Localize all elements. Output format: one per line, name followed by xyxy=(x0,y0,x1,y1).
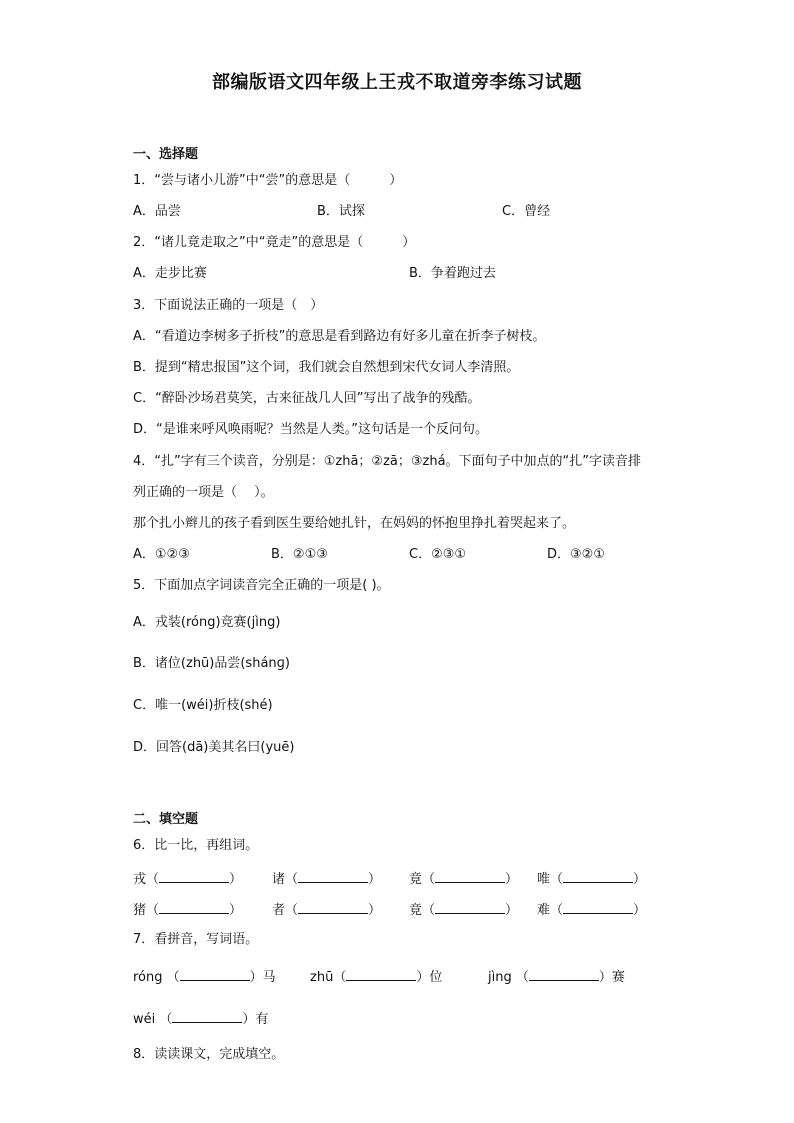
char-label: 难（ xyxy=(537,903,564,918)
question-3-option-b: B．提到“精忠报国”这个词，我们就会自然想到宋代女词人李清照。 xyxy=(133,360,520,375)
close-paren: ） xyxy=(633,872,647,887)
pinyin-item xyxy=(133,967,276,987)
close-paren: ） xyxy=(505,872,519,887)
close-paren: ） xyxy=(229,903,243,918)
question-5-stem: 5．下面加点字词读音完全正确的一项是( )。 xyxy=(133,578,390,593)
question-2-stem: 2．“诸儿竟走取之”中“竟走”的意思是（ ） xyxy=(133,235,416,250)
close-paren: ） xyxy=(368,903,382,918)
question-5-option-a: A．戎装(róng)竞赛(jìng) xyxy=(133,615,281,630)
pinyin-item xyxy=(133,1009,268,1029)
answer-blank[interactable] xyxy=(529,967,599,981)
pinyin-label: wéi xyxy=(133,1012,156,1027)
pinyin-label: róng xyxy=(133,970,163,985)
word-group-item xyxy=(537,900,646,920)
pinyin-item xyxy=(488,967,625,987)
answer-blank[interactable] xyxy=(435,900,505,914)
section-heading-choice: 一、选择题 xyxy=(133,147,199,162)
answer-blank[interactable] xyxy=(159,869,229,883)
word-group-item xyxy=(409,869,518,889)
question-8-stem: 8．读读课文，完成填空。 xyxy=(133,1047,285,1062)
answer-blank[interactable] xyxy=(435,869,505,883)
question-3-option-a: A．“看道边李树多子折枝”的意思是看到路边有好多儿童在折李子树枝。 xyxy=(133,329,546,344)
question-1-option-c: C．曾经 xyxy=(502,204,551,219)
word-group-item xyxy=(272,900,381,920)
char-label: 唯（ xyxy=(537,872,564,887)
question-3-option-d: D．“是谁来呼风唤雨呢？当然是人类。”这句话是一个反问句。 xyxy=(133,422,488,437)
question-2-option-a: A．走步比赛 xyxy=(133,266,207,281)
question-1-stem: 1．“尝与诸小儿游”中“尝”的意思是（ ） xyxy=(133,173,403,188)
char-label: 诸（ xyxy=(272,872,299,887)
page-title: 部编版语文四年级上王戎不取道旁李练习试题 xyxy=(212,72,582,93)
question-5-option-d: D．回答(dā)美其名曰(yuē) xyxy=(133,740,295,755)
question-4-option-a: A．①②③ xyxy=(133,547,190,562)
question-4-option-c: C．②③① xyxy=(409,547,467,562)
question-4-stem-line-1: 4．“扎”字有三个读音，分别是：①zhā；②zā；③zhá。下面句子中加点的“扎”字读音排 xyxy=(133,454,642,469)
char-label: 竟（ xyxy=(409,872,436,887)
answer-blank[interactable] xyxy=(346,967,416,981)
open-paren: （ xyxy=(166,970,180,985)
question-5-option-b: B．诸位(zhū)品尝(shánɡ) xyxy=(133,656,290,671)
open-paren: （ xyxy=(159,1012,173,1027)
question-4-stem-line-2: 列正确的一项是（ ）。 xyxy=(133,485,274,500)
question-1-option-b: B．试探 xyxy=(317,204,365,219)
open-paren: （ xyxy=(333,970,347,985)
close-paren: ） xyxy=(368,872,382,887)
word-group-item xyxy=(133,869,242,889)
close-paren: ） xyxy=(505,903,519,918)
char-label: 猪（ xyxy=(133,903,160,918)
question-4-option-d: D．③②① xyxy=(547,547,605,562)
close-paren-suffix: ）马 xyxy=(249,970,276,985)
close-paren: ） xyxy=(229,872,243,887)
answer-blank[interactable] xyxy=(159,900,229,914)
open-paren: （ xyxy=(515,970,529,985)
answer-blank[interactable] xyxy=(298,869,368,883)
question-6-stem: 6．比一比，再组词。 xyxy=(133,838,259,853)
question-3-stem: 3．下面说法正确的一项是（ ） xyxy=(133,298,324,313)
char-label: 者（ xyxy=(272,903,299,918)
word-group-item xyxy=(409,900,518,920)
close-paren-suffix: ）赛 xyxy=(598,970,625,985)
close-paren: ） xyxy=(633,903,647,918)
pinyin-label: jìng xyxy=(488,970,512,985)
char-label: 戎（ xyxy=(133,872,160,887)
question-5-option-c: C．唯一(wéi)折枝(shé) xyxy=(133,698,273,713)
pinyin-item xyxy=(310,967,442,987)
question-4-sentence: 那个扎小辫儿的孩子看到医生要给她扎针，在妈妈的怀抱里挣扎着哭起来了。 xyxy=(133,516,576,531)
word-group-item xyxy=(133,900,242,920)
question-2-option-b: B．争着跑过去 xyxy=(409,266,496,281)
answer-blank[interactable] xyxy=(563,900,633,914)
question-7-stem: 7．看拼音，写词语。 xyxy=(133,932,259,947)
question-1-option-a: A．品尝 xyxy=(133,204,181,219)
question-4-option-b: B．②①③ xyxy=(271,547,328,562)
answer-blank[interactable] xyxy=(180,967,250,981)
close-paren-suffix: ）位 xyxy=(416,970,443,985)
answer-blank[interactable] xyxy=(172,1009,242,1023)
pinyin-label: zhū xyxy=(310,970,334,985)
close-paren-suffix: ）有 xyxy=(242,1012,269,1027)
word-group-item xyxy=(537,869,646,889)
answer-blank[interactable] xyxy=(298,900,368,914)
answer-blank[interactable] xyxy=(563,869,633,883)
question-3-option-c: C．“醉卧沙场君莫笑，古来征战几人回”写出了战争的残酷。 xyxy=(133,391,481,406)
section-heading-fill: 二、填空题 xyxy=(133,812,199,827)
word-group-item xyxy=(272,869,381,889)
char-label: 竟（ xyxy=(409,903,436,918)
